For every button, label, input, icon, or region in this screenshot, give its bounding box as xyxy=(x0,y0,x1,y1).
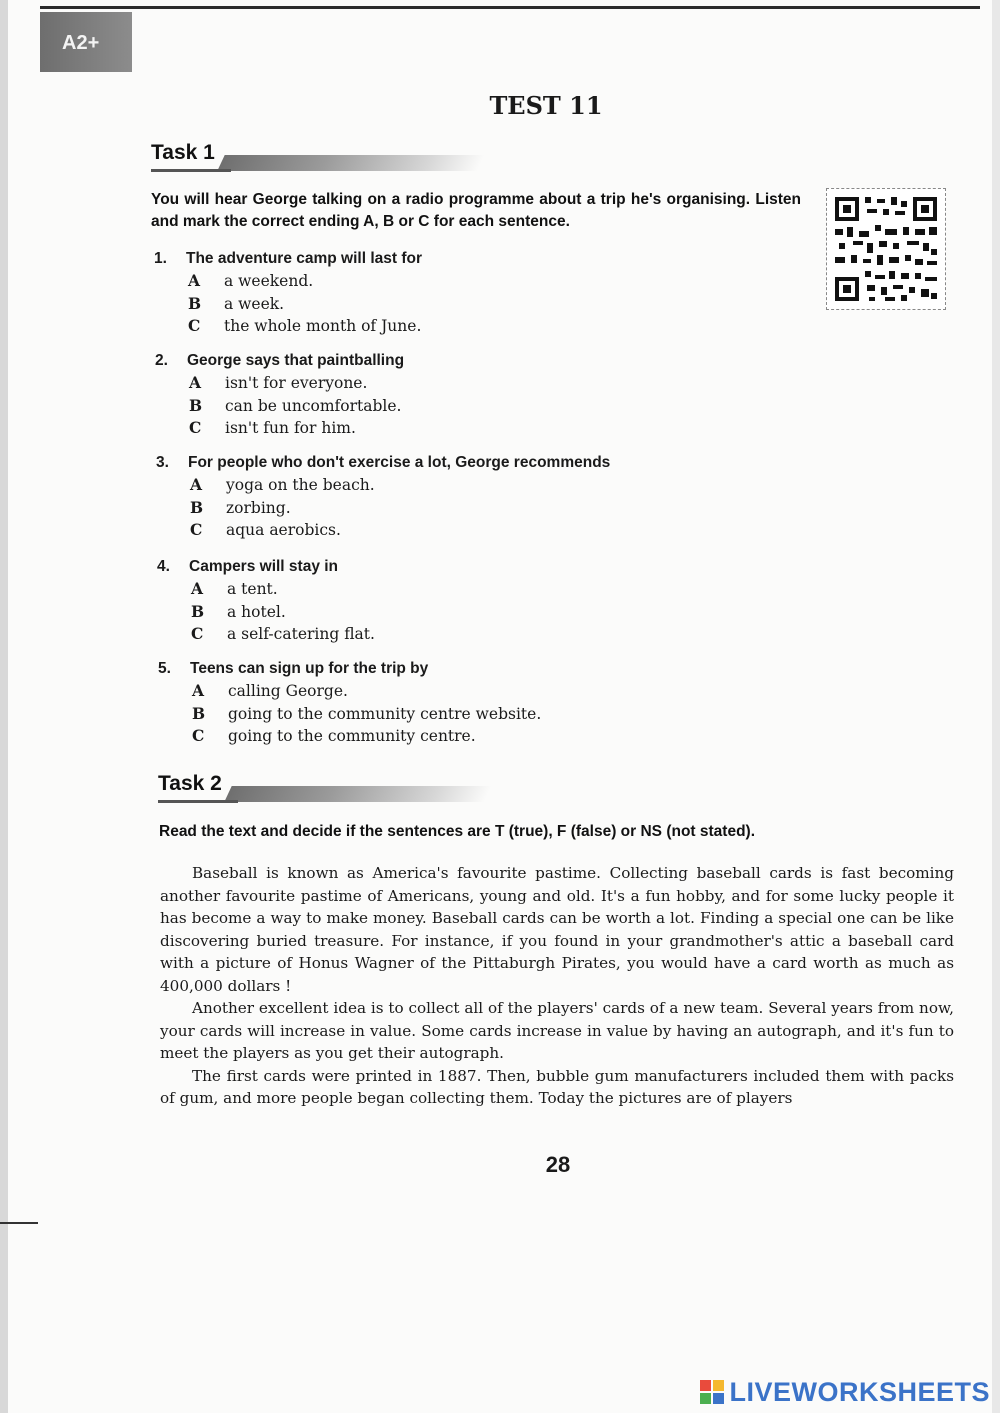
question-1 xyxy=(154,248,422,338)
task-heading-bar xyxy=(224,786,491,802)
passage-paragraph: Baseball is known as America's favourite pastime. Collecting baseball cards is fast becoming another favourite pastime of Americans, young and old. It's a fun hobby, and for some lucky people it has become a way to make money. Baseball cards can be worth a lot. Finding a special one can be like discovering buried treasure. For instance, if you found in your grandmother's attic a baseball card with a picture of Honus Wagner of the Pittaburgh Pirates, you would have a card worth as much as 400,000 dollars ! xyxy=(160,864,954,995)
answer-option[interactable]: C isn't fun for him. xyxy=(189,418,356,437)
qr-code-graphic xyxy=(827,189,945,309)
answer-option[interactable]: B a week. xyxy=(188,293,285,313)
test-title: TEST 11 xyxy=(489,91,603,120)
question-4 xyxy=(157,556,375,646)
answer-option[interactable]: A a weekend. xyxy=(188,271,314,290)
answer-option[interactable]: B zorbing. xyxy=(190,497,291,517)
task1-heading xyxy=(151,141,551,175)
watermark-text: LIVEWORKSHEETS xyxy=(729,1376,990,1407)
scan-right-edge xyxy=(992,0,1000,1413)
task2-heading xyxy=(158,772,558,806)
question-stem: 2. George says that paintballing xyxy=(155,352,405,369)
qr-code-icon[interactable] xyxy=(826,188,946,310)
top-rule xyxy=(40,6,980,9)
liveworksheets-logo-icon xyxy=(699,1379,725,1405)
answer-option[interactable]: C aqua aerobics. xyxy=(190,520,341,539)
task-heading-bar xyxy=(217,155,484,171)
passage-paragraph: The first cards were printed in 1887. Then, bubble gum manufacturers included them with packs of gum, and more people began collecting them. Today the pictures are of players xyxy=(160,1066,954,1107)
question-3 xyxy=(156,452,610,542)
question-stem: 3. For people who don't exercise a lot, George recommends xyxy=(156,454,611,471)
answer-option[interactable]: A a tent. xyxy=(191,579,278,598)
answer-option[interactable]: A isn't for everyone. xyxy=(189,373,368,392)
scan-left-edge xyxy=(0,0,8,1413)
answer-option[interactable]: C the whole month of June. xyxy=(188,316,422,335)
answer-option[interactable]: B can be uncomfortable. xyxy=(189,395,402,415)
reading-passage xyxy=(160,862,954,1110)
liveworksheets-watermark xyxy=(699,1377,990,1407)
question-2 xyxy=(155,350,404,440)
question-5 xyxy=(158,658,541,748)
answer-option[interactable]: A yoga on the beach. xyxy=(190,475,375,494)
task-heading-underline xyxy=(151,169,231,172)
answer-option[interactable]: B going to the community centre website. xyxy=(192,703,542,723)
margin-mark xyxy=(0,1222,38,1224)
task1-label: Task 1 xyxy=(151,141,215,164)
page-number: 28 xyxy=(545,1152,571,1177)
task1-instruction: You will hear George talking on a radio programme about a trip he's organising. Listen and mark the correct ending A, B or C for each sentence. xyxy=(151,191,801,230)
task-heading-underline xyxy=(158,800,238,803)
question-stem: 4. Campers will stay in xyxy=(157,558,339,575)
level-label: A2+ xyxy=(62,32,100,54)
answer-option[interactable]: C going to the community centre. xyxy=(192,726,476,745)
answer-option[interactable]: A calling George. xyxy=(192,681,348,700)
answer-option[interactable]: B a hotel. xyxy=(191,601,286,621)
passage-paragraph: Another excellent idea is to collect all of the players' cards of a new team. Several years from now, your cards will increase in value. Some cards increase in value by having an autograph, and it's fun to meet the players as you get their autograph. xyxy=(160,999,954,1062)
question-stem: 1. The adventure camp will last for xyxy=(154,250,423,267)
task2-label: Task 2 xyxy=(158,772,222,795)
task2-instruction: Read the text and decide if the sentences are T (true), F (false) or NS (not stated). xyxy=(159,823,756,840)
answer-option[interactable]: C a self-catering flat. xyxy=(191,624,375,643)
question-stem: 5. Teens can sign up for the trip by xyxy=(158,660,429,677)
